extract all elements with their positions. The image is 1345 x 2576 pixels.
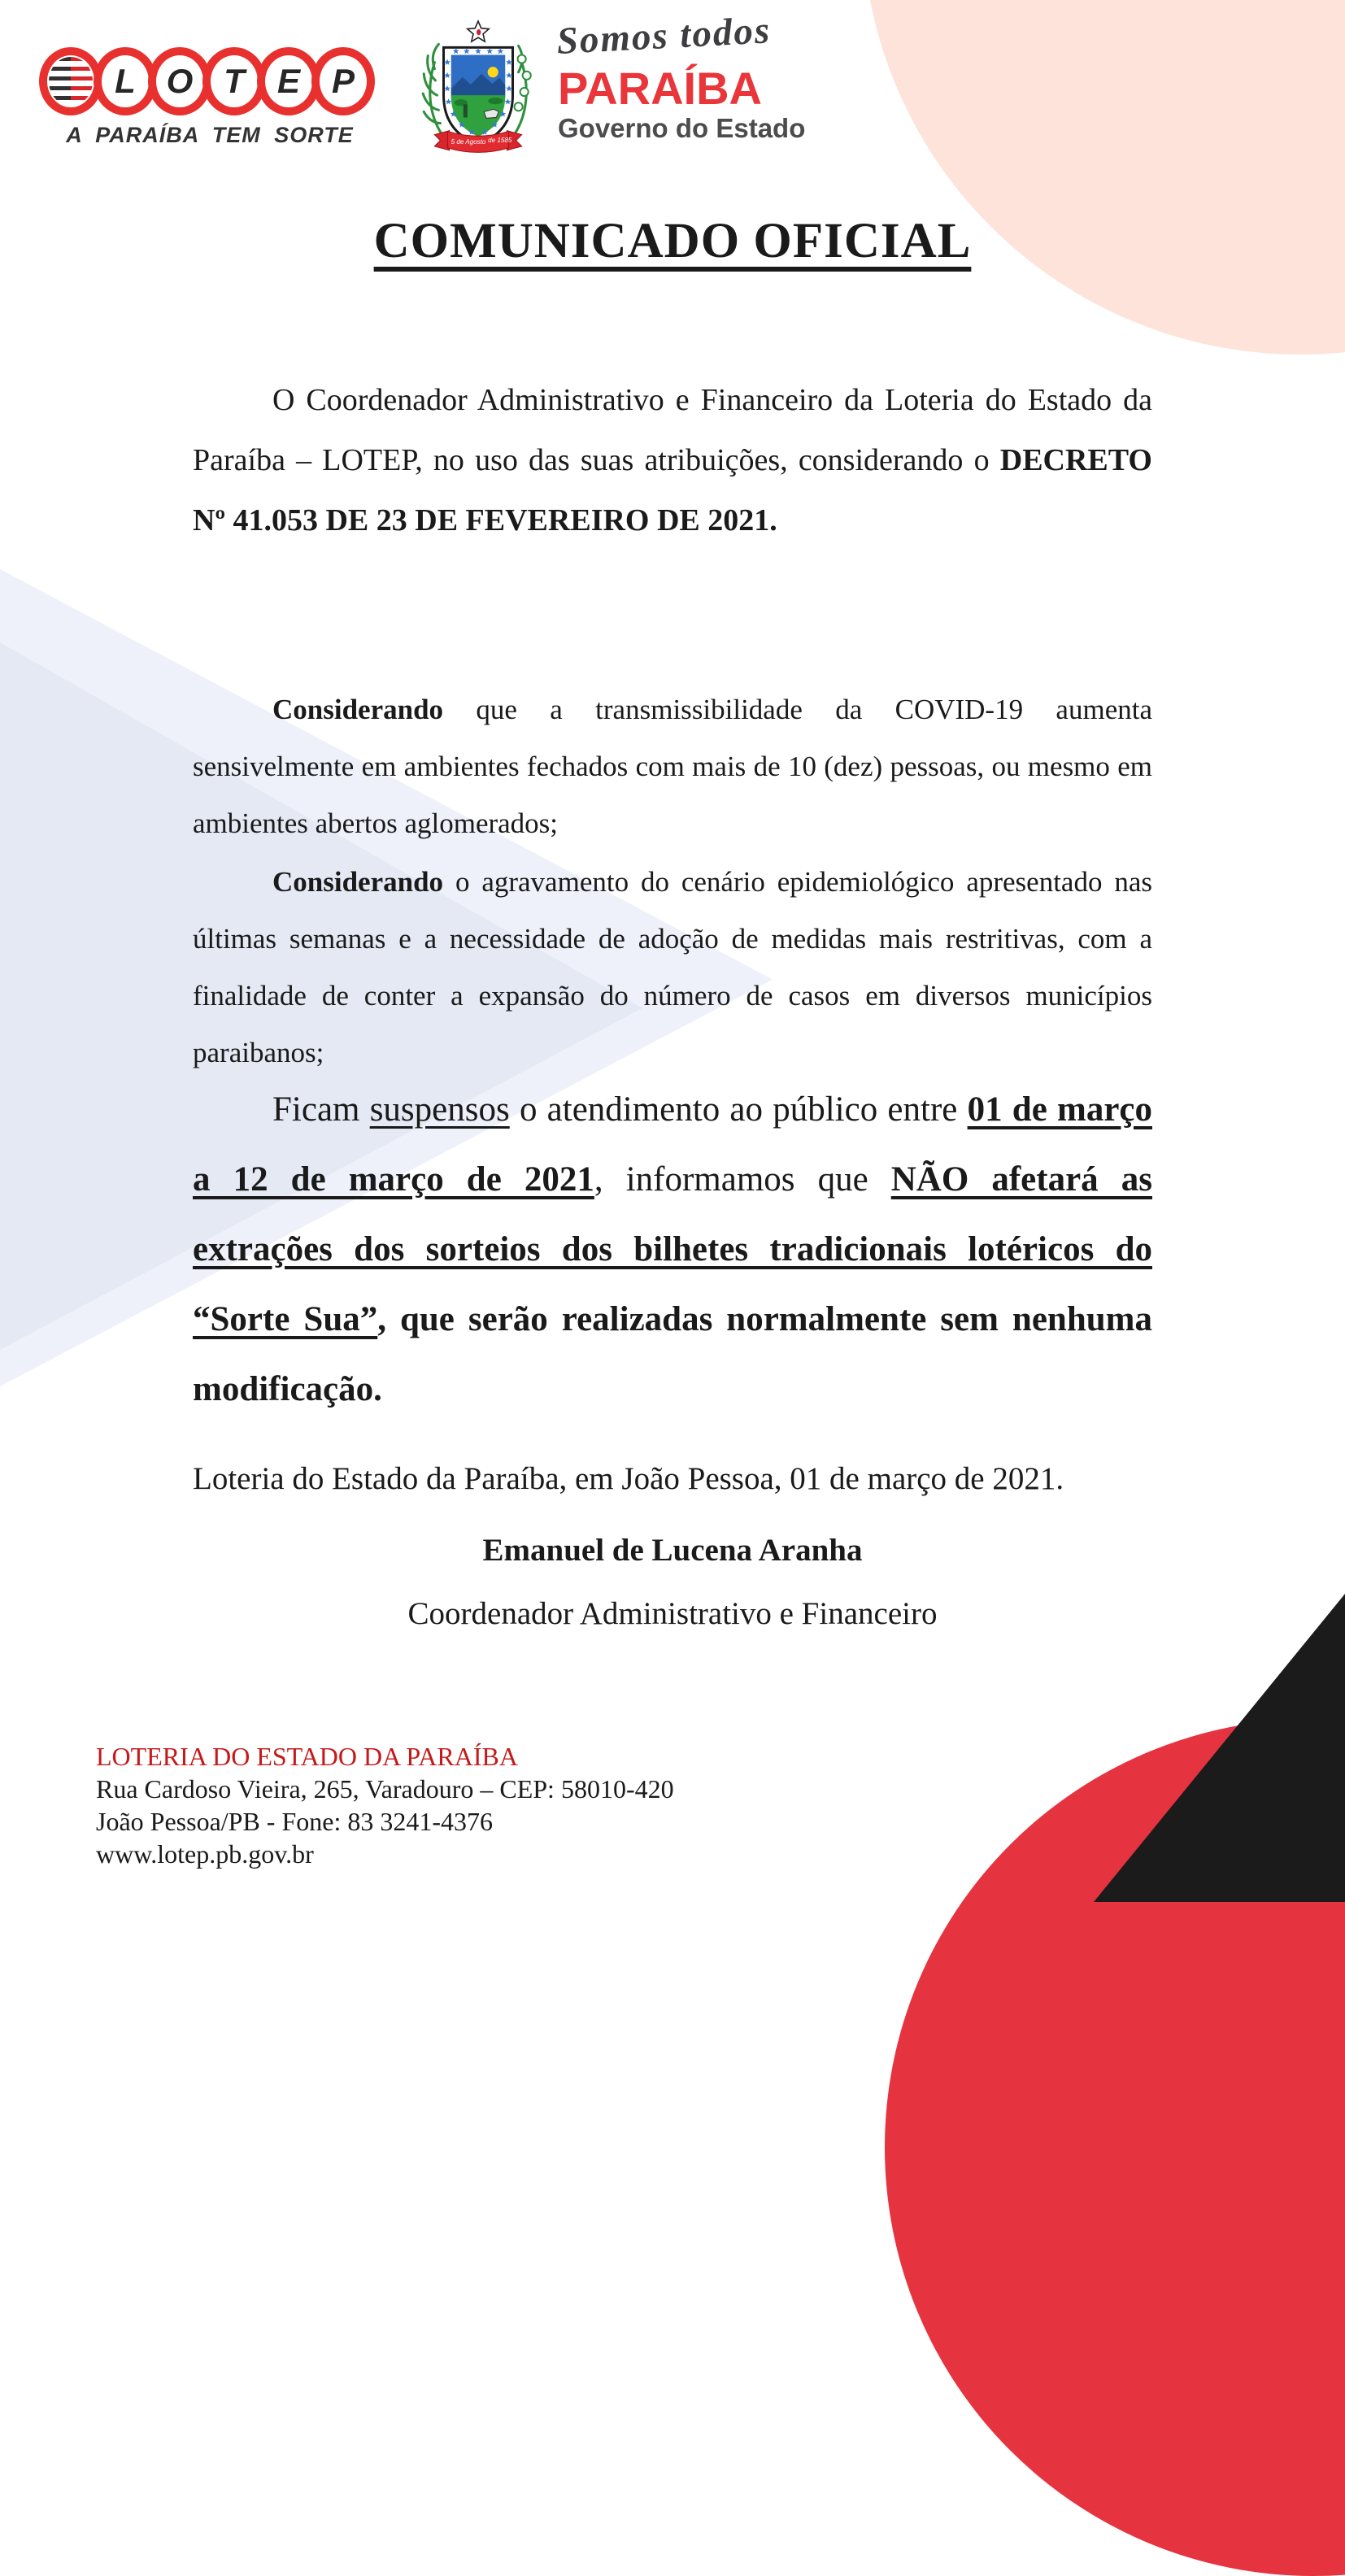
not-affected-statement: NÃO afetará as extrações dos sorteios dos bilhetes tradicionais lotéricos do “Sorte Sua” <box>193 1160 1152 1338</box>
suspensos-underlined: suspensos <box>369 1090 510 1129</box>
lotep-logo-balls <box>39 47 381 115</box>
somos-todos-script: Somos todos <box>555 9 773 63</box>
signature-role: Coordenador Administrativo e Financeiro <box>407 1596 938 1631</box>
paragraph-considering-1: Considerando que a transmissibilidade da COVID-19 aumenta sensivelmente em ambientes fechados com mais de 10 (dez) pessoas, ou mesmo em ambientes abertos aglomerados; <box>193 694 1152 839</box>
footer-phone: João Pessoa/PB - Fone: 83 3241-4376 <box>96 1807 493 1836</box>
lotep-stripes <box>49 57 93 106</box>
footer-organization: LOTERIA DO ESTADO DA PARAÍBA <box>96 1742 518 1771</box>
right-branch <box>515 46 531 133</box>
government-brand <box>555 9 826 143</box>
pink-circle-decoration <box>862 0 1345 355</box>
footer-address: Rua Cardoso Vieira, 265, Varadouro – CEP: 58010-420 <box>96 1774 674 1804</box>
document-title: COMUNICADO OFICIAL <box>373 214 972 268</box>
lotep-letter: E <box>276 62 300 100</box>
lotep-letter: O <box>166 62 194 100</box>
ribbon-text-left: 5 de Agosto <box>451 137 486 146</box>
ribbon-text-right: de 1585 <box>488 136 512 144</box>
footer <box>96 1740 990 1870</box>
decree-reference: DECRETO Nº 41.053 DE 23 DE FEVEREIRO DE 2021. <box>193 443 1152 537</box>
date-line: Loteria do Estado da Paraíba, em João Pessoa, 01 de março de 2021. <box>193 1461 1064 1496</box>
lotep-letter: L <box>115 62 136 100</box>
paragraph-considering-2: Considerando o agravamento do cenário epidemiológico apresentado nas últimas semanas e a necessidade de adoção de medidas mais restritivas, com a finalidade de conter a expansão do número de casos em diversos municípios paraibanos; <box>193 866 1152 1068</box>
paragraph-suspension: Ficam suspensos o atendimento ao público entre 01 de março a 12 de março de 2021, informamos que NÃO afetará as extrações dos sorteios dos bilhetes tradicionais lotéricos do “Sorte Sua”, que serão realizadas normalmente sem nenhuma modificação. <box>193 1090 1152 1408</box>
paraiba-wordmark: PARAÍBA <box>558 63 762 114</box>
lotep-logo <box>39 47 381 148</box>
lotep-tagline: A PARAÍBA TEM SORTE <box>66 123 354 147</box>
lotep-letter: P <box>331 62 355 100</box>
lotep-letter-ball <box>311 47 375 115</box>
lotep-letter: T <box>224 62 245 100</box>
footer-website: www.lotep.pb.gov.br <box>96 1839 314 1869</box>
paraiba-coat-of-arms <box>416 20 540 158</box>
left-branch <box>423 44 441 133</box>
crest-star <box>468 21 490 41</box>
governo-do-estado-label: Governo do Estado <box>558 113 806 143</box>
signature-name: Emanuel de Lucena Aranha <box>482 1533 863 1568</box>
paragraph-intro: O Coordenador Administrativo e Financeiro da Loteria do Estado da Paraíba – LOTEP, no uso das suas atribuições, considerando o DECRETO Nº 41.053 DE 23 DE FEVEREIRO DE 2021. <box>193 383 1152 537</box>
suspension-dates: 01 de março a 12 de março de 2021 <box>193 1090 1152 1199</box>
